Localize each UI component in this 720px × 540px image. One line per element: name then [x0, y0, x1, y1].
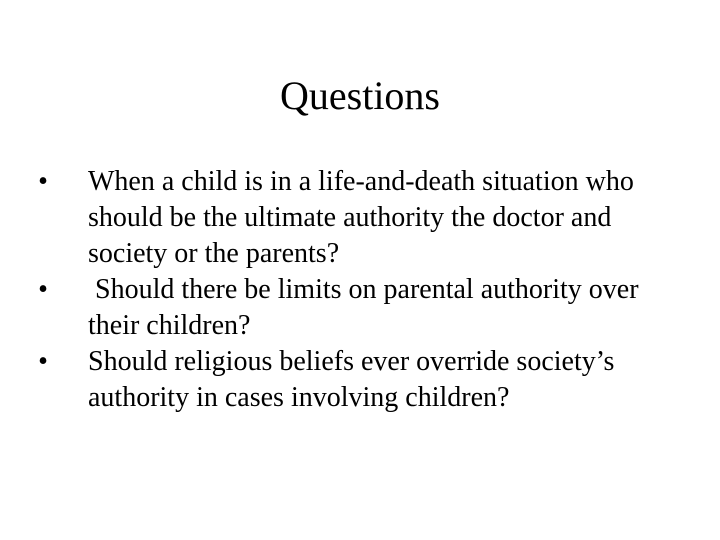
bullet-text: Should there be limits on parental authority over their children?: [88, 274, 646, 341]
bullet-item: [30, 272, 690, 344]
bullet-icon: •: [38, 274, 48, 305]
bullet-list: [30, 164, 690, 416]
bullet-icon: •: [38, 166, 48, 197]
bullet-icon: •: [38, 346, 48, 377]
bullet-text: Should religious beliefs ever override society’s authority in cases involving children?: [88, 346, 615, 413]
bullet-text: When a child is in a life-and-death situation who should be the ultimate authority the doctor and society or the parents?: [88, 166, 634, 269]
slide-title: Questions: [280, 73, 440, 118]
bullet-item: [30, 344, 690, 416]
bullet-item: [30, 164, 690, 272]
